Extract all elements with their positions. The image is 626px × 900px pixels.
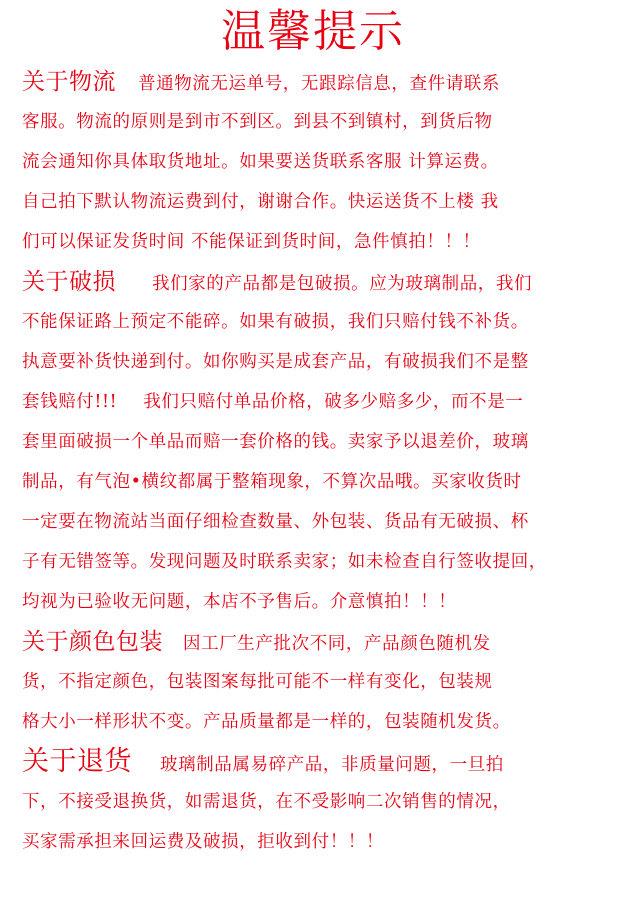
paragraph-line: 流会通知你具体取货地址。如果要送货联系客服 计算运费。 [22,152,499,172]
section-damage [22,262,606,622]
section-color-packaging [22,622,606,742]
paragraph-text: 我们只赔付单品价格，破多少赔多少，而不是一 [143,392,524,412]
paragraph-text: 我们家的产品都是包破损。应为玻璃制品，我们 [152,274,533,294]
paragraph-line: 们可以保证发货时间 不能保证到货时间，急件慎拍！！！ [22,232,481,252]
section-logistics [22,62,606,262]
paragraph-line [22,62,606,102]
paragraph-line: 制品，有气泡•横纹都属于整箱现象，不算次品哦。买家收货时 [22,472,522,492]
paragraph-line: 执意要补货快递到付。如你购买是成套产品，有破损我们不是整 [22,352,529,372]
section-heading-logistics: 关于物流 [22,69,116,95]
section-heading-damage: 关于破损 [22,269,116,295]
paragraph-line [22,622,606,662]
section-returns [22,742,606,862]
paragraph-line: 下，不接受退换货，如需退货，在不受影响二次销售的情况， [22,792,511,812]
page-title: 温馨提示 [221,6,405,57]
paragraph-text: 因工厂生产批次不同，产品颜色随机发 [183,634,491,654]
paragraph-line: 格大小一样形状不变。产品质量都是一样的，包装随机发货。 [22,712,511,732]
paragraph-line: 不能保证路上预定不能碎。如果有破损，我们只赔付钱不补货。 [22,312,529,332]
paragraph-line [22,742,606,782]
section-heading-returns: 关于退货 [22,746,132,777]
section-heading-color-packaging: 关于颜色包装 [22,629,163,655]
paragraph-line [22,382,606,422]
paragraph-line: 套里面破损一个单品而赔一套价格的钱。卖家予以退差价，玻璃 [22,432,529,452]
paragraph-line: 一定要在物流站当面仔细检查数量、外包装、货品有无破损、杯 [22,512,529,532]
paragraph-line: 均视为已验收无问题，本店不予售后。介意慎拍！！！ [22,592,457,612]
paragraph-line [22,262,606,302]
paragraph-text: 玻璃制品属易碎产品，非质量问题，一旦拍 [160,755,504,775]
paragraph-text: 套钱赔付!!! [22,392,118,412]
paragraph-line: 买家需承担来回运费及破损，拒收到付！！！ [22,832,384,852]
paragraph-line: 子有无错签等。发现问题及时联系卖家；如未检查自行签收提回， [22,552,547,572]
paragraph-line: 货，不指定颜色，包装图案每批可能不一样有变化，包装规 [22,672,493,692]
paragraph-line: 自己拍下默认物流运费到付，谢谢合作。快运送货不上楼 我 [22,192,499,212]
notice-content [22,62,606,862]
paragraph-line: 客服。物流的原则是到市不到区。到县不到镇村，到货后物 [22,112,493,132]
paragraph-text: 普通物流无运单号，无跟踪信息，查件请联系 [138,74,500,94]
